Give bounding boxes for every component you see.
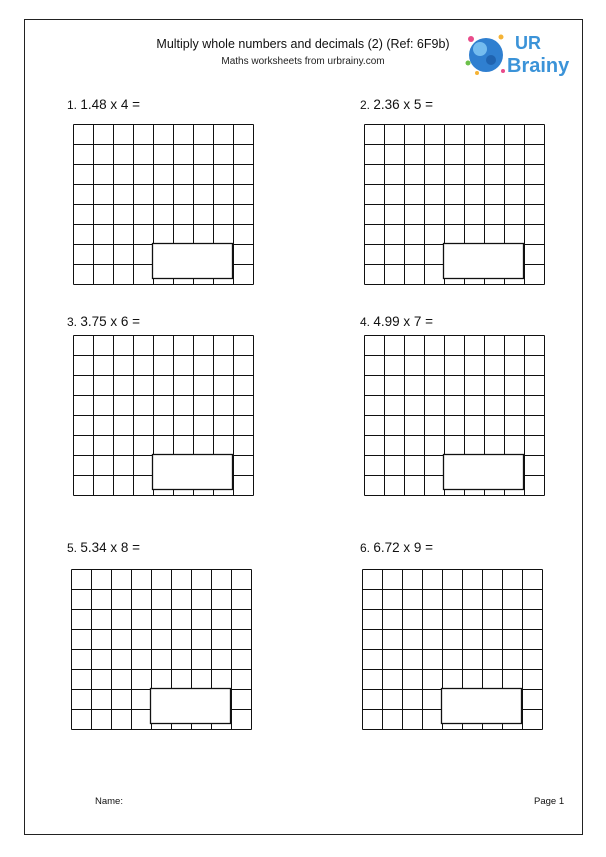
question-1 — [67, 97, 140, 112]
question-expression: 6.72 x 9 = — [373, 540, 434, 555]
answer-box — [153, 455, 233, 490]
question-5 — [67, 540, 140, 555]
answer-box — [153, 244, 233, 279]
answer-box — [442, 689, 522, 724]
question-number: 5. — [67, 541, 78, 555]
question-4 — [360, 314, 433, 329]
working-grid-2[interactable] — [364, 124, 544, 284]
question-expression: 1.48 x 4 = — [80, 97, 141, 112]
question-number: 2. — [360, 98, 371, 112]
question-expression: 4.99 x 7 = — [373, 314, 434, 329]
working-grid-6[interactable] — [362, 569, 542, 729]
working-grid-5[interactable] — [71, 569, 251, 729]
page-number: Page 1 — [534, 796, 565, 807]
answer-box — [444, 455, 524, 490]
question-expression: 2.36 x 5 = — [373, 97, 434, 112]
logo-text-ur: UR — [515, 33, 541, 53]
logo-globe-icon — [469, 38, 503, 72]
answer-box — [151, 689, 231, 724]
name-label: Name: — [95, 796, 123, 807]
question-number: 6. — [360, 541, 371, 555]
question-2 — [360, 97, 433, 112]
worksheet-title: Multiply whole numbers and decimals (2) (Ref: 6F9b) — [156, 37, 450, 51]
question-number: 4. — [360, 315, 371, 329]
logo-text-brainy: Brainy — [507, 55, 570, 77]
working-grid-4[interactable] — [364, 335, 544, 495]
question-expression: 5.34 x 8 = — [80, 540, 141, 555]
question-expression: 3.75 x 6 = — [80, 314, 141, 329]
working-grid-3[interactable] — [73, 335, 253, 495]
urbrainy-logo — [465, 27, 583, 79]
answer-box — [444, 244, 524, 279]
question-number: 3. — [67, 315, 78, 329]
question-6 — [360, 540, 433, 555]
question-number: 1. — [67, 98, 78, 112]
question-3 — [67, 314, 140, 329]
working-grid-1[interactable] — [73, 124, 253, 284]
worksheet-subtitle: Maths worksheets from urbrainy.com — [221, 56, 385, 67]
